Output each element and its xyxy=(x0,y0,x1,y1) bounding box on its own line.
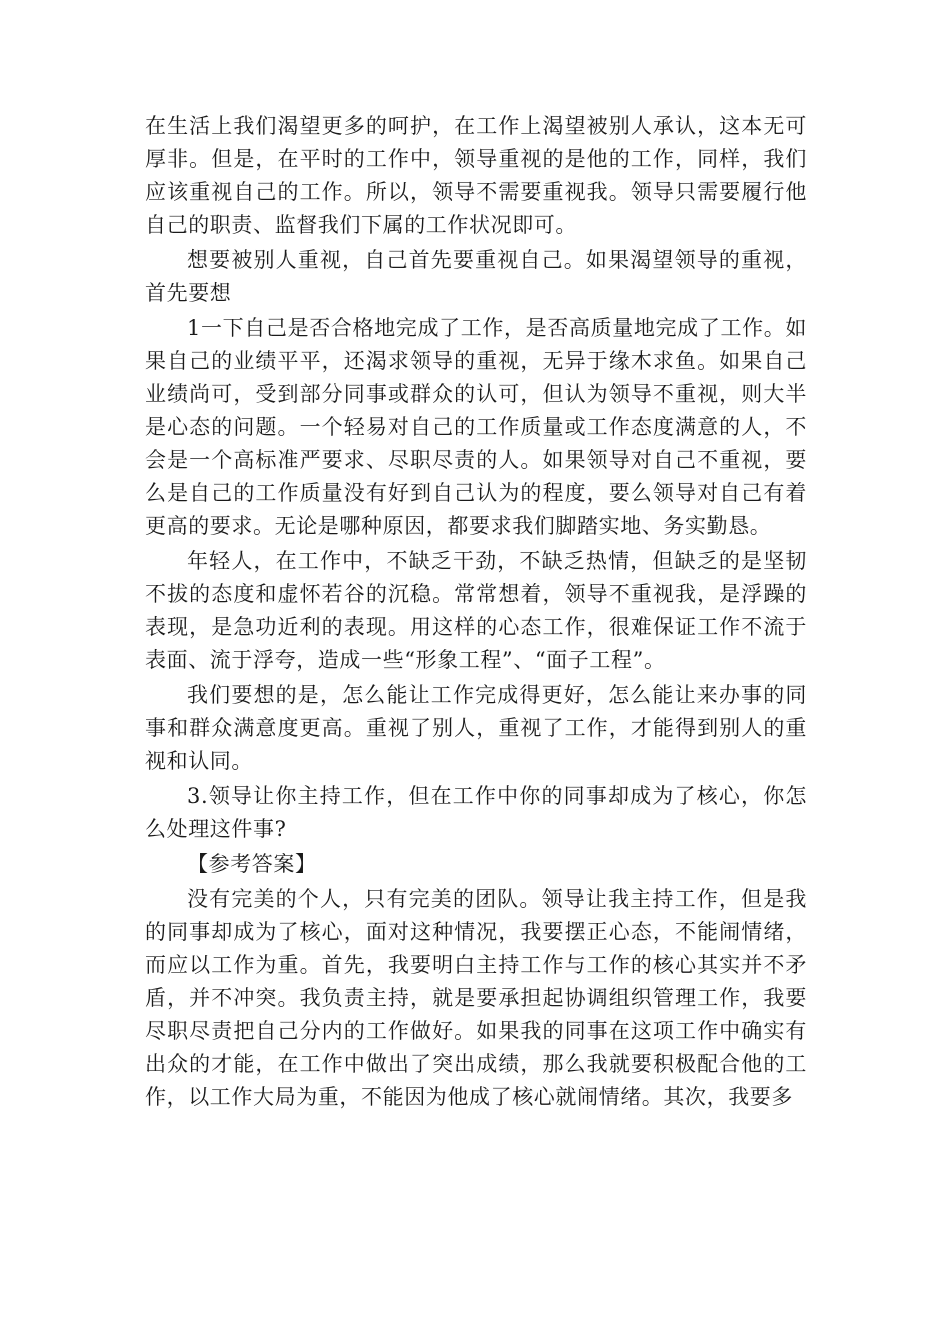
reference-answer-heading: 【参考答案】 xyxy=(187,852,317,876)
paragraph-work-quality: 1一下自己是否合格地完成了工作，是否高质量地完成了工作。如果自己的业绩平平，还渴求领导的重视，无异于缘木求鱼。如果自己业绩尚可，受到部分同事或群众的认可，但认为领导不重视，则大半是心态的问题。一个轻易对自己的工作质量或工作态度满意的人，不会是一个高标准严要求、尽职尽责的人。如果领导对自己不重视，要么是自己的工作质量没有好到自己认为的程度，要么领导对自己有着更高的要求。无论是哪种原因，都要求我们脚踏实地、务实勤恳。 xyxy=(145,316,807,538)
paragraph-what-to-think: 我们要想的是，怎么能让工作完成得更好，怎么能让来办事的同事和群众满意度更高。重视了别人，重视了工作，才能得到别人的重视和认同。 xyxy=(145,683,807,773)
paragraph-young-people: 年轻人，在工作中，不缺乏干劲，不缺乏热情，但缺乏的是坚韧不拔的态度和虚怀若谷的沉稳。常常想着，领导不重视我，是浮躁的表现，是急功近利的表现。用这样的心态工作，很难保证工作不流于表面、流于浮夸，造成一些“形象工程”、“面子工程”。 xyxy=(145,549,807,672)
paragraph-self-respect: 想要被别人重视，自己首先要重视自己。如果渴望领导的重视，首先要想 xyxy=(145,248,807,305)
question-3: 3.领导让你主持工作，但在工作中你的同事却成为了核心，你怎么处理这件事? xyxy=(145,784,807,841)
paragraph-intro: 在生活上我们渴望更多的呵护，在工作上渴望被别人承认，这本无可厚非。但是，在平时的工作中，领导重视的是他的工作，同样，我们应该重视自己的工作。所以，领导不需要重视我。领导只需要履行他自己的职责、监督我们下属的工作状况即可。 xyxy=(145,114,807,237)
document-page xyxy=(145,110,807,1116)
paragraph-answer: 没有完美的个人，只有完美的团队。领导让我主持工作，但是我的同事却成为了核心，面对这种情况，我要摆正心态，不能闹情绪，而应以工作为重。首先，我要明白主持工作与工作的核心其实并不矛盾，并不冲突。我负责主持，就是要承担起协调组织管理工作，我要尽职尽责把自己分内的工作做好。如果我的同事在这项工作中确实有出众的才能，在工作中做出了突出成绩，那么我就要积极配合他的工作，以工作大局为重，不能因为他成了核心就闹情绪。其次，我要多 xyxy=(145,887,807,1109)
